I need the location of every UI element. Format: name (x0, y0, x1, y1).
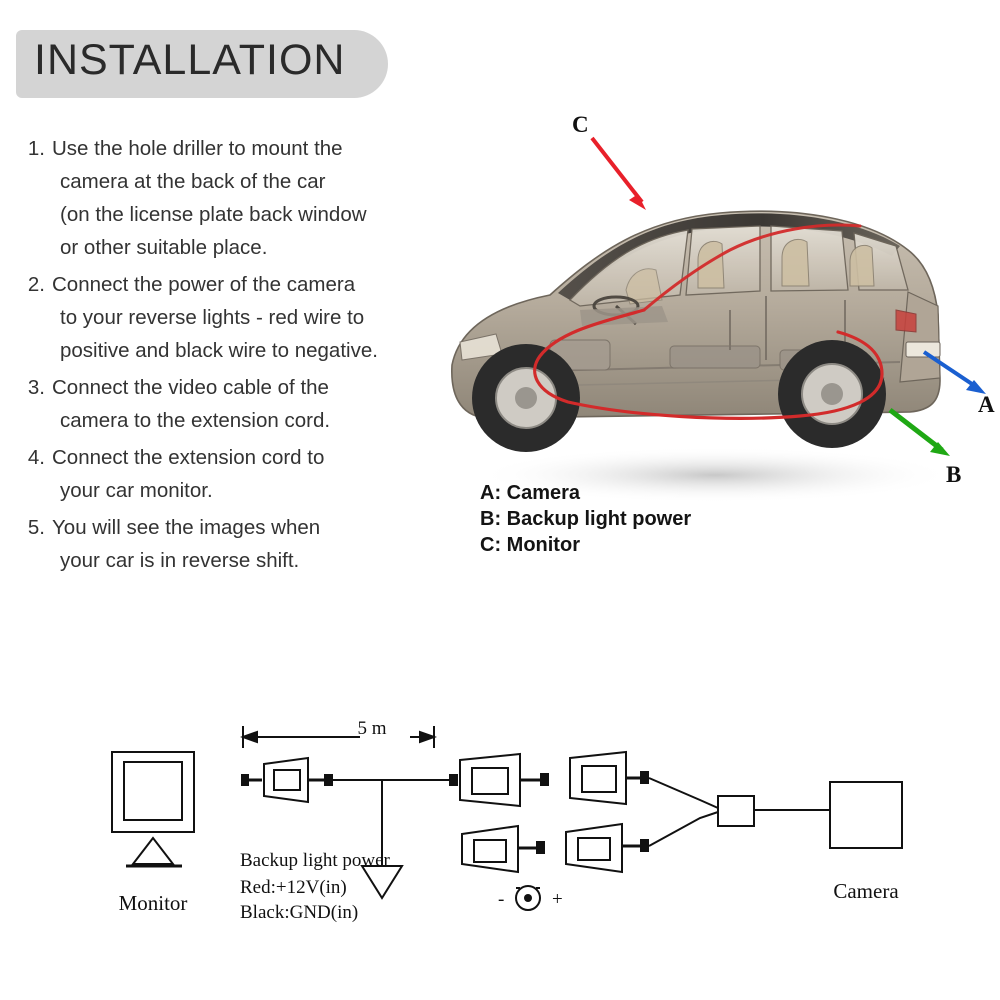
step-text (52, 132, 432, 264)
power-label-line3: Black:GND(in) (240, 902, 359, 923)
dimension-5m (243, 726, 434, 748)
page-title: INSTALLATION (34, 36, 346, 84)
connector-2 (449, 754, 549, 806)
polarity-label: - (498, 889, 505, 910)
list-item (22, 441, 432, 507)
list-item (22, 511, 432, 577)
step-line: Connect the extension cord to (52, 446, 325, 469)
front-wheel (472, 344, 580, 452)
step-number: 1. (27, 137, 45, 160)
list-item (22, 268, 432, 367)
step-text (52, 441, 432, 507)
dimension-label: 5 m (357, 718, 387, 739)
power-label-line1: Backup light power (240, 850, 390, 871)
step-line: your car monitor. (60, 479, 213, 502)
cable-merge-lower (649, 812, 718, 846)
legend-item-a: A: Camera (480, 482, 581, 504)
svg-text:B: B (946, 462, 962, 487)
tail-light (896, 310, 916, 332)
wiring-diagram (0, 690, 1000, 980)
step-line: positive and black wire to negative. (60, 339, 378, 362)
step-line: camera at the back of the car (60, 170, 326, 193)
connector-1 (241, 758, 333, 802)
svg-text:A: A (978, 392, 995, 417)
step-number: 4. (27, 446, 45, 469)
step-line: You will see the images when (52, 516, 321, 539)
step-line: your car is in reverse shift. (60, 549, 300, 572)
junction-block (718, 796, 754, 826)
list-item (22, 132, 432, 264)
callout-c (572, 112, 646, 210)
power-label-line2: Red:+12V(in) (240, 877, 347, 898)
step-line: Connect the power of the camera (52, 273, 356, 296)
step-line: camera to the extension cord. (60, 409, 331, 432)
step-number: 5. (27, 516, 45, 539)
cable-merge (649, 778, 718, 808)
step-line: to your reverse lights - red wire to (60, 306, 365, 329)
connector-3 (570, 752, 649, 804)
list-item (22, 371, 432, 437)
rear-wheel (778, 340, 886, 448)
car-legend (480, 480, 691, 558)
polarity-label-plus: + (552, 889, 563, 910)
svg-text:C: C (572, 112, 589, 137)
step-text (52, 371, 432, 437)
step-line: Connect the video cable of the (52, 376, 329, 399)
installation-steps (22, 132, 432, 581)
legend-item-b: B: Backup light power (480, 508, 692, 530)
step-number: 3. (27, 376, 45, 399)
polarity-symbol (516, 886, 540, 910)
legend-item-c: C: Monitor (480, 534, 580, 556)
monitor-box (112, 752, 194, 866)
connector-5 (566, 824, 649, 872)
connector-4 (462, 826, 545, 872)
camera-box (830, 782, 902, 848)
step-number: 2. (27, 273, 45, 296)
step-line: (on the license plate back window (60, 203, 367, 226)
step-text (52, 268, 432, 367)
camera-label: Camera (833, 879, 899, 903)
monitor-label: Monitor (118, 891, 188, 915)
step-text (52, 511, 432, 577)
step-line: or other suitable place. (60, 236, 268, 259)
step-line: Use the hole driller to mount the (52, 137, 343, 160)
license-plate (906, 342, 940, 357)
